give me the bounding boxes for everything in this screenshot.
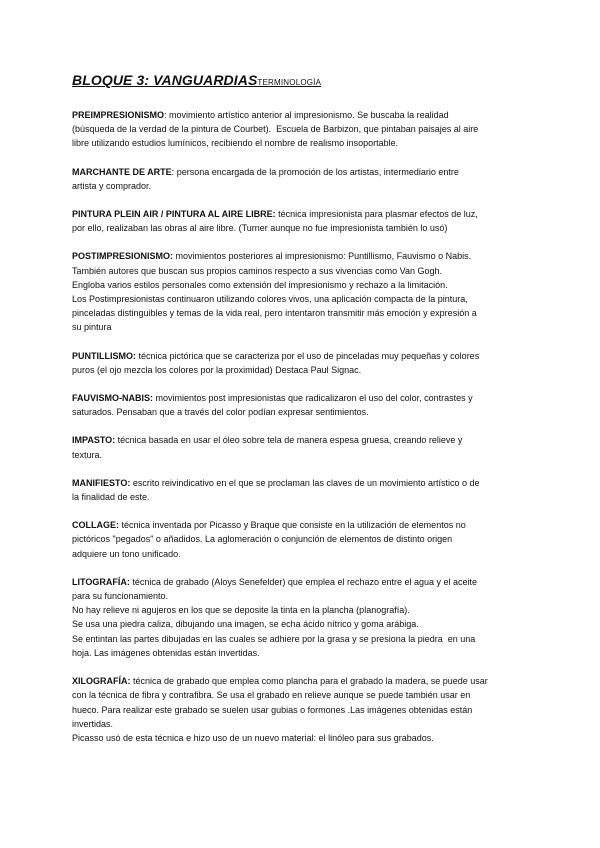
entry-line (72, 349, 532, 363)
definition-text: con la técnica de fibra y contrafibra. Se usa el grabado en relieve aunque se puede también usar en (72, 690, 471, 701)
term-label: IMPASTO: (72, 435, 116, 446)
term-separator: : (171, 166, 175, 177)
entry-line (72, 717, 532, 731)
term-entry (72, 575, 532, 660)
definition-text: textura. (72, 449, 103, 460)
definition-text: hueco. Para realizar este grabado se suelen usar gubias o formones .Las imágenes obtenidas están (72, 704, 473, 715)
term-label: LITOGRAFÍA: (72, 576, 130, 587)
page-title (72, 72, 532, 88)
definition-text: técnica inventada por Picasso y Braque que consiste en la utilización de elementos no (119, 520, 466, 531)
entry-line (72, 674, 532, 688)
entry-line (72, 448, 532, 462)
term-entry (72, 476, 532, 504)
term-label: PREIMPRESIONISMO (72, 110, 165, 120)
term-separator: : (164, 110, 167, 120)
definition-text: pinceladas distinguibles y temas de la vida real, pero intentaron transmitir más emoción y expresión a (72, 308, 477, 319)
term-entry (72, 108, 532, 151)
entry-line (72, 122, 532, 136)
definition-text: Se entintan las partes dibujadas en las cuales se adhiere por la grasa y se presiona la piedra en una (72, 633, 476, 644)
term-label: PINTURA PLEIN AIR / PINTURA AL AIRE LIBRE: (72, 209, 276, 220)
definition-text: para su funcionamiento. (72, 591, 169, 602)
term-entry (72, 207, 532, 235)
entry-line (72, 703, 532, 717)
entry-line (72, 363, 532, 377)
terminology-list (72, 108, 532, 745)
entry-line (72, 249, 532, 263)
entry-line (72, 221, 532, 235)
entry-line (72, 476, 532, 490)
entry-line (72, 617, 532, 631)
definition-text: movimientos post impresionistas que radicalizaron el uso del color, contrastes y (153, 393, 473, 404)
term-label: MARCHANTE DE ARTE (72, 166, 172, 177)
definition-text: la finalidad de este. (72, 492, 150, 503)
definition-text: hoja. Las imágenes obtenidas están invertidas. (72, 647, 260, 658)
term-entry (72, 165, 532, 193)
entry-line (72, 136, 532, 150)
entry-line (72, 264, 532, 278)
definition-text: puros (el ojo mezcla los colores por la proximidad) Destaca Paul Signac. (72, 364, 362, 375)
entry-line (72, 688, 532, 702)
term-entry (72, 349, 532, 377)
term-entry (72, 433, 532, 461)
definition-text: Los Postimpresionistas continuaron utilizando colores vivos, una aplicación compacta de la pintura, (72, 294, 468, 305)
definition-text: técnica impresionista para plasmar efectos de luz, (275, 209, 478, 220)
definition-text: persona encargada de la promoción de los artistas, intermediario entre (174, 166, 459, 177)
definition-text: (búsqueda de la verdad de la pintura de Courbet). Escuela de Barbizon, que pintaban paisajes al aire (72, 124, 479, 135)
entry-line (72, 646, 532, 660)
term-label: COLLAGE: (72, 520, 119, 531)
definition-text: Se usa una piedra caliza, dibujando una imagen, se echa ácido nítrico y goma arábiga. (72, 619, 419, 630)
entry-line (72, 179, 532, 193)
term-entry (72, 249, 532, 334)
definition-text: No hay relieve ni agujeros en los que se deposite la tinta en la plancha (planografía). (72, 605, 410, 616)
term-entry (72, 518, 532, 561)
entry-line (72, 490, 532, 504)
definition-text: técnica basada en usar el óleo sobre tela de manera espesa gruesa, creando relieve y (115, 435, 463, 446)
entry-line (72, 165, 532, 179)
definition-text: por ello, realizaban las obras al aire libre. (Turner aunque no fue impresionista también lo usó) (72, 223, 448, 234)
term-entry (72, 674, 532, 745)
definition-text: Picasso usó de esta técnica e hizo uso de un nuevo material: el linóleo para sus grabados. (72, 732, 434, 743)
entry-line (72, 320, 532, 334)
definition-text: técnica de grabado (Aloys Senefelder) que emplea el rechazo entre el agua y el aceite (129, 576, 478, 587)
definition-text: técnica de grabado que emplea como plancha para el grabado la madera, se puede usar (130, 676, 488, 687)
entry-line (72, 603, 532, 617)
term-label: POSTIMPRESIONISMO: (72, 251, 174, 262)
term-label: MANIFIESTO: (72, 477, 131, 488)
entry-line (72, 433, 532, 447)
entry-line (72, 731, 532, 745)
entry-line (72, 589, 532, 603)
entry-line (72, 518, 532, 532)
title-sub: TERMINOLOGÍA (257, 78, 322, 87)
definition-text: pictóricos "pegados" o añadidos. La aglomeración o conjunción de elementos de distinto origen (72, 534, 453, 545)
definition-text: su pintura (72, 322, 112, 333)
definition-text: artista y comprador. (72, 180, 152, 191)
definition-text: saturados. Pensaban que a través del color podían expresar sentimientos. (72, 407, 369, 418)
entry-line (72, 207, 532, 221)
entry-line (72, 278, 532, 292)
term-label: FAUVISMO-NABIS: (72, 393, 153, 404)
title-main: BLOQUE 3: VANGUARDIAS (72, 72, 258, 88)
definition-text: movimiento artístico anterior al impresionismo. Se buscaba la realidad (166, 110, 449, 120)
definition-text: invertidas. (72, 718, 114, 729)
entry-line (72, 391, 532, 405)
term-entry (72, 391, 532, 419)
entry-line (72, 532, 532, 546)
definition-text: movimientos posteriores al impresionismo: Puntillismo, Fauvismo o Nabis. (173, 251, 472, 262)
term-label: XILOGRAFÍA: (72, 676, 131, 687)
entry-line (72, 575, 532, 589)
entry-line (72, 108, 532, 122)
entry-line (72, 405, 532, 419)
definition-text: adquiere un tono unificado. (72, 548, 181, 559)
definition-text: técnica pictórica que se caracteriza por el uso de pinceladas muy pequeñas y colores (136, 350, 480, 361)
document-page (72, 72, 532, 759)
definition-text: También autores que buscan sus propios caminos respecto a sus vivencias como Van Gogh. (72, 265, 443, 276)
definition-text: Engloba varios estilos personales como extensión del impresionismo y rechazo a la limitación. (72, 279, 448, 290)
definition-text: libre utilizando estudios lumínicos, recibiendo el nombre de realismo insoportable. (72, 138, 399, 149)
term-label: PUNTILLISMO: (72, 350, 136, 361)
definition-text: escrito reivindicativo en el que se proclaman las claves de un movimiento artístico o de (130, 477, 480, 488)
entry-line (72, 292, 532, 306)
entry-line (72, 306, 532, 320)
entry-line (72, 547, 532, 561)
entry-line (72, 632, 532, 646)
